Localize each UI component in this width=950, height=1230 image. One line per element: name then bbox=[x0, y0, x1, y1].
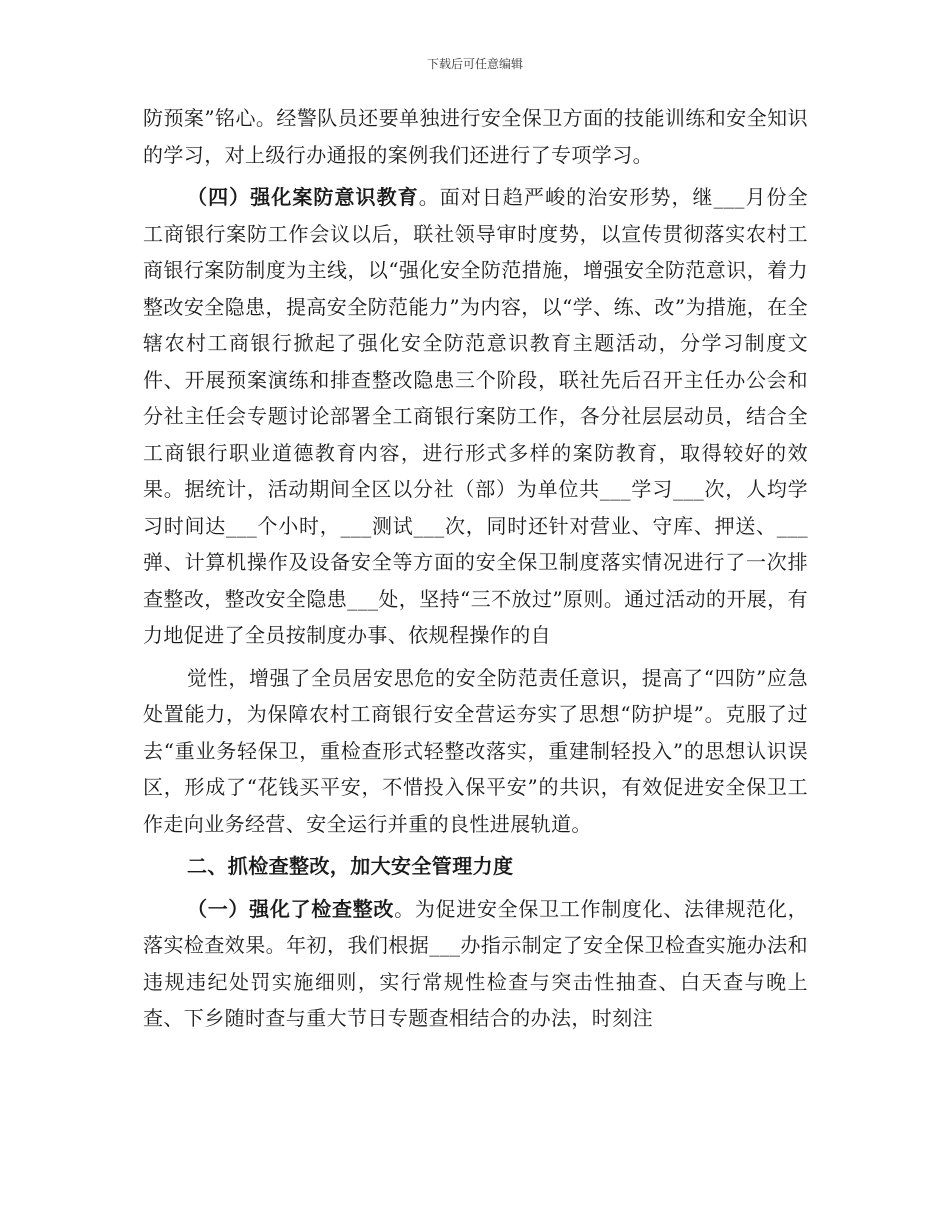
paragraph-case-prevention bbox=[143, 179, 808, 654]
paragraph-awareness: 觉性，增强了全员居安思危的安全防范责任意识，提高了“四防”应急处置能力，为保障农村工商银行安全营运夯实了思想“防护堤”。克服了过去“重业务轻保卫，重检查形式轻整改落实，重建制轻投入”的思想认识误区，形成了“花钱买平安，不惜投入保平安”的共识，有效促进安全保卫工作走向业务经营、安全运行并重的良性进展轨道。 bbox=[143, 665, 808, 836]
paragraph-case-prevention-body: 。面对日趋严峻的治安形势，继___月份全工商银行案防工作会议以后，联社领导审时度势，以宣传贯彻落实农村工商银行案防制度为主线，以“强化安全防范措施，增强安全防范意识，着力整改安全隐患，提高安全防范能力”为内容，以“学、练、改”为措施，在全辖农村工商银行掀起了强化安全防范意识教育主题活动，分学习制度文件、开展预案演练和排查整改隐患三个阶段，联社先后召开主任办公会和分社主任会专题讨论部署全工商银行案防工作，各分社层层动员，结合全工商银行职业道德教育内容，进行形式多样的案防教育，取得较好的效果。据统计，活动期间全区以分社（部）为单位共___学习___次，人均学习时间达___个小时，___测试___次，同时还针对营业、守库、押送、___弹、计算机操作及设备安全等方面的安全保卫制度落实情况进行了一次排查整改，整改安全隐患___处，坚持“三不放过”原则。通过活动的开展，有力地促进了全员按制度办事、依规程操作的自 bbox=[143, 185, 809, 647]
section-heading-inspection: 二、抓检查整改，加大安全管理力度 bbox=[187, 854, 514, 878]
section-title-case-prevention: （四）强化案防意识教育 bbox=[187, 185, 419, 209]
section-title-inspection: （一）强化了检查整改 bbox=[187, 896, 395, 921]
paragraph-inspection-body: 。为促进安全保卫工作制度化、法律规范化，落实检查效果。年初，我们根据___办指示制定了安全保卫检查实施办法和违规违纪处罚实施细则，实行常规性检查与突击性抽查、白天查与晚上查、下乡随时查与重大节日专题查相结合的办法，时刻注 bbox=[143, 896, 809, 1030]
paragraph-continuation: 防预案”铭心。经警队员还要单独进行安全保卫方面的技能训练和安全知识的学习，对上级行办通报的案例我们还进行了专项学习。 bbox=[143, 106, 808, 167]
document-body bbox=[143, 100, 808, 1037]
page-header: 下载后可任意编辑 bbox=[426, 57, 523, 71]
paragraph-inspection bbox=[143, 891, 808, 1037]
